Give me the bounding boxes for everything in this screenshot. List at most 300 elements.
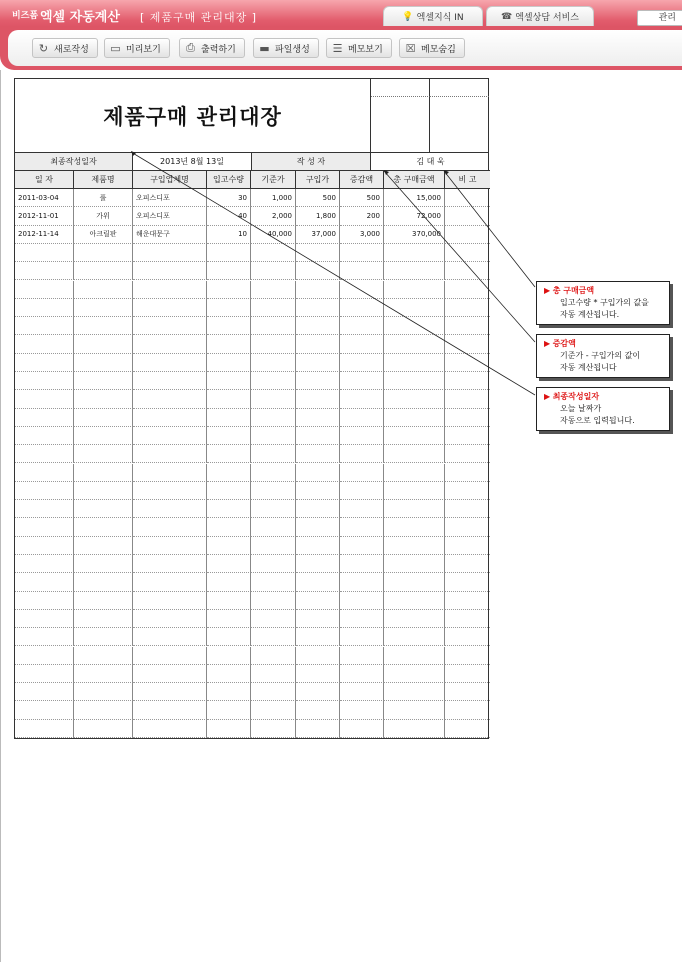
approval-sign-cell[interactable] xyxy=(430,97,489,153)
table-cell[interactable] xyxy=(296,299,340,317)
table-cell[interactable] xyxy=(207,482,251,500)
table-cell[interactable] xyxy=(251,592,296,610)
table-cell[interactable] xyxy=(15,354,74,372)
table-cell[interactable] xyxy=(207,555,251,573)
column-header: 증감액 xyxy=(340,171,384,189)
memo-title: 총 구매금액 xyxy=(552,286,595,295)
table-cell[interactable] xyxy=(445,701,490,719)
table-cell[interactable] xyxy=(445,299,490,317)
table-cell[interactable] xyxy=(340,281,384,299)
table-cell[interactable] xyxy=(133,610,207,628)
table-cell[interactable] xyxy=(340,592,384,610)
table-cell[interactable] xyxy=(445,500,490,518)
table-cell[interactable] xyxy=(74,573,133,591)
table-cell[interactable] xyxy=(207,262,251,280)
table-cell[interactable] xyxy=(15,647,74,665)
table-cell[interactable]: 2,000 xyxy=(251,207,296,225)
table-cell[interactable] xyxy=(384,262,445,280)
table-cell[interactable] xyxy=(445,244,490,262)
table-cell[interactable] xyxy=(445,628,490,646)
table-cell[interactable]: 40 xyxy=(207,207,251,225)
table-cell[interactable] xyxy=(296,701,340,719)
table-cell[interactable] xyxy=(296,592,340,610)
table-cell[interactable] xyxy=(384,281,445,299)
create-file-button[interactable] xyxy=(253,38,319,58)
table-cell[interactable] xyxy=(340,537,384,555)
table-cell[interactable] xyxy=(296,390,340,408)
table-cell[interactable] xyxy=(74,610,133,628)
table-cell[interactable] xyxy=(445,537,490,555)
table-cell[interactable] xyxy=(74,464,133,482)
table-cell[interactable]: 40,000 xyxy=(251,226,296,244)
table-cell[interactable] xyxy=(74,317,133,335)
memo-line: 자동 계산됩니다 xyxy=(560,363,617,372)
table-cell[interactable] xyxy=(15,592,74,610)
table-cell[interactable] xyxy=(445,390,490,408)
search-input[interactable]: 관리 xyxy=(637,10,682,26)
table-cell[interactable] xyxy=(207,464,251,482)
table-cell[interactable] xyxy=(384,482,445,500)
table-cell[interactable] xyxy=(384,299,445,317)
table-cell[interactable] xyxy=(74,390,133,408)
last-date-value[interactable]: 2013년 8월 13일 xyxy=(133,153,252,171)
table-cell[interactable] xyxy=(74,665,133,683)
table-cell[interactable] xyxy=(15,482,74,500)
table-cell[interactable] xyxy=(445,262,490,280)
table-cell[interactable] xyxy=(15,665,74,683)
table-cell[interactable] xyxy=(133,244,207,262)
table-cell[interactable]: 500 xyxy=(296,189,340,207)
table-cell[interactable] xyxy=(207,281,251,299)
table-cell[interactable] xyxy=(133,592,207,610)
new-sheet-button[interactable] xyxy=(32,38,98,58)
table-cell[interactable] xyxy=(340,573,384,591)
table-cell[interactable] xyxy=(340,720,384,738)
table-cell[interactable] xyxy=(296,335,340,353)
table-cell[interactable] xyxy=(445,317,490,335)
table-cell[interactable] xyxy=(445,573,490,591)
author-value[interactable]: 김 대 욱 xyxy=(371,153,490,171)
table-cell[interactable] xyxy=(251,647,296,665)
table-cell[interactable] xyxy=(207,244,251,262)
table-cell[interactable] xyxy=(296,244,340,262)
table-cell[interactable] xyxy=(133,317,207,335)
table-cell[interactable] xyxy=(251,628,296,646)
table-cell[interactable] xyxy=(133,409,207,427)
column-header: 기준가 xyxy=(251,171,296,189)
approval-header-cell[interactable] xyxy=(371,79,430,97)
table-cell[interactable] xyxy=(251,464,296,482)
table-cell[interactable] xyxy=(296,427,340,445)
table-cell[interactable]: 풀 xyxy=(74,189,133,207)
table-cell[interactable] xyxy=(340,354,384,372)
table-cell[interactable] xyxy=(251,537,296,555)
table-cell[interactable] xyxy=(133,573,207,591)
button-label: 미리보기 xyxy=(126,44,161,55)
table-cell[interactable] xyxy=(445,592,490,610)
table-cell[interactable] xyxy=(251,335,296,353)
table-cell[interactable] xyxy=(207,592,251,610)
table-cell[interactable] xyxy=(296,628,340,646)
table-cell[interactable] xyxy=(133,647,207,665)
table-cell[interactable] xyxy=(445,207,490,225)
table-cell[interactable] xyxy=(384,628,445,646)
table-cell[interactable] xyxy=(340,665,384,683)
table-cell[interactable] xyxy=(133,482,207,500)
table-cell[interactable] xyxy=(445,665,490,683)
table-cell[interactable] xyxy=(251,427,296,445)
table-cell[interactable] xyxy=(384,409,445,427)
approval-header-cell[interactable] xyxy=(430,79,489,97)
table-cell[interactable]: 2011-03-04 xyxy=(15,189,74,207)
table-cell[interactable] xyxy=(445,464,490,482)
table-cell[interactable]: 오피스디포 xyxy=(133,189,207,207)
table-cell[interactable] xyxy=(445,335,490,353)
table-cell[interactable] xyxy=(133,354,207,372)
table-cell[interactable] xyxy=(74,555,133,573)
table-cell[interactable] xyxy=(340,335,384,353)
column-header: 구입업체명 xyxy=(133,171,207,189)
table-cell[interactable] xyxy=(296,647,340,665)
table-cell[interactable] xyxy=(296,537,340,555)
table-cell[interactable] xyxy=(251,683,296,701)
table-cell[interactable] xyxy=(340,317,384,335)
table-cell[interactable]: 3,000 xyxy=(340,226,384,244)
table-cell[interactable] xyxy=(207,317,251,335)
table-cell[interactable] xyxy=(296,720,340,738)
show-memo-button[interactable] xyxy=(326,38,392,58)
table-cell[interactable] xyxy=(340,610,384,628)
table-cell[interactable]: 10 xyxy=(207,226,251,244)
table-cell[interactable] xyxy=(296,573,340,591)
table-cell[interactable] xyxy=(15,720,74,738)
refresh-icon: ↻ xyxy=(38,41,49,55)
table-cell[interactable] xyxy=(74,720,133,738)
table-cell[interactable] xyxy=(340,390,384,408)
table-cell[interactable] xyxy=(15,281,74,299)
table-cell[interactable]: 해운대문구 xyxy=(133,226,207,244)
table-cell[interactable] xyxy=(133,372,207,390)
tab-excel-consulting[interactable] xyxy=(486,6,594,26)
table-cell[interactable] xyxy=(340,409,384,427)
table-cell[interactable] xyxy=(74,372,133,390)
table-cell[interactable] xyxy=(74,445,133,463)
table-cell[interactable] xyxy=(384,573,445,591)
table-cell[interactable] xyxy=(296,683,340,701)
table-cell[interactable] xyxy=(296,354,340,372)
table-cell[interactable] xyxy=(74,354,133,372)
table-cell[interactable] xyxy=(340,500,384,518)
table-cell[interactable] xyxy=(15,628,74,646)
table-cell[interactable] xyxy=(340,372,384,390)
table-cell[interactable] xyxy=(207,390,251,408)
table-cell[interactable] xyxy=(384,610,445,628)
table-cell[interactable] xyxy=(207,573,251,591)
table-cell[interactable] xyxy=(296,262,340,280)
table-cell[interactable]: 가위 xyxy=(74,207,133,225)
table-cell[interactable] xyxy=(15,701,74,719)
table-cell[interactable] xyxy=(445,226,490,244)
table-cell[interactable] xyxy=(133,500,207,518)
table-cell[interactable] xyxy=(384,354,445,372)
table-cell[interactable] xyxy=(384,518,445,536)
table-cell[interactable] xyxy=(340,628,384,646)
table-cell[interactable] xyxy=(445,409,490,427)
table-cell[interactable] xyxy=(74,628,133,646)
table-cell[interactable] xyxy=(15,464,74,482)
table-cell[interactable] xyxy=(74,427,133,445)
table-cell[interactable] xyxy=(133,335,207,353)
table-cell[interactable] xyxy=(74,592,133,610)
table-cell[interactable] xyxy=(445,683,490,701)
table-cell[interactable] xyxy=(207,299,251,317)
triangle-right-icon: ▶ xyxy=(544,339,551,348)
table-cell[interactable] xyxy=(251,610,296,628)
table-cell[interactable] xyxy=(340,427,384,445)
table-cell[interactable] xyxy=(207,500,251,518)
table-cell[interactable]: 2012-11-14 xyxy=(15,226,74,244)
table-cell[interactable] xyxy=(384,720,445,738)
table-cell[interactable] xyxy=(15,573,74,591)
table-cell[interactable] xyxy=(207,335,251,353)
table-cell[interactable] xyxy=(340,683,384,701)
tab-excel-knowledge[interactable] xyxy=(383,6,483,26)
table-cell[interactable] xyxy=(445,372,490,390)
table-cell[interactable] xyxy=(445,518,490,536)
table-cell[interactable] xyxy=(251,244,296,262)
table-cell[interactable] xyxy=(74,537,133,555)
table-cell[interactable] xyxy=(296,464,340,482)
table-cell[interactable] xyxy=(340,445,384,463)
table-cell[interactable] xyxy=(133,427,207,445)
table-cell[interactable] xyxy=(251,555,296,573)
table-cell[interactable] xyxy=(74,409,133,427)
table-cell[interactable] xyxy=(384,500,445,518)
table-cell[interactable] xyxy=(133,299,207,317)
sheet-title: 제품구매 관리대장 xyxy=(15,79,371,153)
table-cell[interactable] xyxy=(296,372,340,390)
table-cell[interactable] xyxy=(15,372,74,390)
table-cell[interactable] xyxy=(15,299,74,317)
table-cell[interactable] xyxy=(445,647,490,665)
table-cell[interactable] xyxy=(133,683,207,701)
table-cell[interactable] xyxy=(133,537,207,555)
spreadsheet xyxy=(14,78,489,739)
approval-sign-cell[interactable] xyxy=(371,97,430,153)
table-cell[interactable] xyxy=(207,701,251,719)
table-cell[interactable] xyxy=(74,500,133,518)
table-cell[interactable] xyxy=(15,518,74,536)
table-cell[interactable] xyxy=(384,537,445,555)
table-cell[interactable] xyxy=(207,409,251,427)
table-cell[interactable] xyxy=(340,518,384,536)
table-cell[interactable] xyxy=(207,665,251,683)
table-cell[interactable] xyxy=(133,555,207,573)
table-cell[interactable] xyxy=(340,555,384,573)
table-cell[interactable]: 1,000 xyxy=(251,189,296,207)
table-cell[interactable] xyxy=(74,281,133,299)
table-cell[interactable] xyxy=(384,244,445,262)
table-cell[interactable] xyxy=(15,500,74,518)
preview-button[interactable] xyxy=(104,38,170,58)
table-cell[interactable] xyxy=(15,683,74,701)
table-cell[interactable]: 오피스디포 xyxy=(133,207,207,225)
table-cell[interactable] xyxy=(207,628,251,646)
table-cell[interactable] xyxy=(340,244,384,262)
table-cell[interactable] xyxy=(133,390,207,408)
table-cell[interactable] xyxy=(251,409,296,427)
table-cell[interactable] xyxy=(340,262,384,280)
table-cell[interactable] xyxy=(445,189,490,207)
table-cell[interactable] xyxy=(251,281,296,299)
table-cell[interactable] xyxy=(296,409,340,427)
print-button[interactable] xyxy=(179,38,245,58)
table-cell[interactable] xyxy=(445,720,490,738)
table-cell[interactable] xyxy=(74,482,133,500)
table-cell[interactable] xyxy=(384,372,445,390)
table-cell[interactable] xyxy=(74,299,133,317)
table-cell[interactable] xyxy=(74,335,133,353)
table-cell[interactable] xyxy=(15,445,74,463)
table-cell[interactable] xyxy=(15,610,74,628)
table-cell[interactable]: 200 xyxy=(340,207,384,225)
table-cell[interactable] xyxy=(74,262,133,280)
table-cell[interactable] xyxy=(340,482,384,500)
table-cell[interactable] xyxy=(340,299,384,317)
table-cell[interactable] xyxy=(133,628,207,646)
table-cell[interactable] xyxy=(384,683,445,701)
table-cell[interactable] xyxy=(207,683,251,701)
table-cell[interactable] xyxy=(15,244,74,262)
column-header: 총 구매금액 xyxy=(384,171,445,189)
table-cell[interactable] xyxy=(296,281,340,299)
table-cell[interactable] xyxy=(251,445,296,463)
table-cell[interactable]: 72,000 xyxy=(384,207,445,225)
table-cell[interactable] xyxy=(207,537,251,555)
table-cell[interactable] xyxy=(384,701,445,719)
table-cell[interactable] xyxy=(445,610,490,628)
table-cell[interactable] xyxy=(251,390,296,408)
table-cell[interactable] xyxy=(296,555,340,573)
table-cell[interactable] xyxy=(15,427,74,445)
table-cell[interactable] xyxy=(74,701,133,719)
table-cell[interactable] xyxy=(445,445,490,463)
table-cell[interactable] xyxy=(296,518,340,536)
table-cell[interactable] xyxy=(133,701,207,719)
table-cell[interactable] xyxy=(384,464,445,482)
table-cell[interactable] xyxy=(133,445,207,463)
table-cell[interactable] xyxy=(74,647,133,665)
table-cell[interactable] xyxy=(296,500,340,518)
table-cell[interactable] xyxy=(207,427,251,445)
table-cell[interactable] xyxy=(296,317,340,335)
table-cell[interactable] xyxy=(15,317,74,335)
table-cell[interactable] xyxy=(251,482,296,500)
table-cell[interactable]: 1,800 xyxy=(296,207,340,225)
table-cell[interactable] xyxy=(296,610,340,628)
table-cell[interactable] xyxy=(15,262,74,280)
table-cell[interactable] xyxy=(384,647,445,665)
table-cell[interactable] xyxy=(296,482,340,500)
table-cell[interactable] xyxy=(207,354,251,372)
table-cell[interactable] xyxy=(251,573,296,591)
memo-total-amount xyxy=(536,281,670,325)
table-cell[interactable] xyxy=(384,555,445,573)
memo-close-icon: ☒ xyxy=(405,41,416,55)
table-cell[interactable] xyxy=(133,518,207,536)
table-cell[interactable] xyxy=(251,500,296,518)
table-cell[interactable] xyxy=(445,427,490,445)
table-cell[interactable] xyxy=(384,445,445,463)
table-cell[interactable] xyxy=(384,427,445,445)
table-cell[interactable]: 15,000 xyxy=(384,189,445,207)
table-cell[interactable] xyxy=(207,647,251,665)
table-cell[interactable] xyxy=(384,390,445,408)
table-cell[interactable] xyxy=(251,665,296,683)
table-cell[interactable]: 30 xyxy=(207,189,251,207)
table-cell[interactable] xyxy=(15,409,74,427)
table-cell[interactable] xyxy=(296,445,340,463)
table-cell[interactable] xyxy=(384,317,445,335)
table-cell[interactable] xyxy=(251,317,296,335)
hide-memo-button[interactable] xyxy=(399,38,465,58)
table-cell[interactable] xyxy=(74,683,133,701)
table-cell[interactable]: 37,000 xyxy=(296,226,340,244)
table-cell[interactable] xyxy=(384,665,445,683)
table-cell[interactable] xyxy=(133,262,207,280)
table-cell[interactable] xyxy=(445,555,490,573)
table-cell[interactable] xyxy=(384,592,445,610)
table-cell[interactable] xyxy=(15,537,74,555)
table-cell[interactable] xyxy=(15,335,74,353)
table-cell[interactable] xyxy=(15,390,74,408)
folder-icon: ▬ xyxy=(259,41,270,55)
table-cell[interactable]: 2012-11-01 xyxy=(15,207,74,225)
table-cell[interactable] xyxy=(15,555,74,573)
table-cell[interactable] xyxy=(251,299,296,317)
table-cell[interactable]: 아크릴판 xyxy=(74,226,133,244)
table-cell[interactable] xyxy=(133,281,207,299)
table-cell[interactable] xyxy=(251,518,296,536)
table-cell[interactable] xyxy=(133,464,207,482)
table-cell[interactable]: 370,000 xyxy=(384,226,445,244)
table-cell[interactable] xyxy=(207,720,251,738)
table-cell[interactable] xyxy=(207,445,251,463)
table-cell[interactable] xyxy=(74,518,133,536)
table-cell[interactable] xyxy=(251,262,296,280)
table-cell[interactable] xyxy=(340,464,384,482)
table-cell[interactable] xyxy=(74,244,133,262)
table-cell[interactable] xyxy=(133,665,207,683)
table-cell[interactable] xyxy=(207,610,251,628)
table-cell[interactable] xyxy=(296,665,340,683)
table-cell[interactable] xyxy=(384,335,445,353)
table-cell[interactable] xyxy=(445,482,490,500)
table-cell[interactable] xyxy=(251,720,296,738)
table-cell[interactable] xyxy=(207,372,251,390)
table-cell[interactable] xyxy=(445,354,490,372)
table-cell[interactable] xyxy=(207,518,251,536)
table-cell[interactable]: 500 xyxy=(340,189,384,207)
table-cell[interactable] xyxy=(340,701,384,719)
table-cell[interactable] xyxy=(340,647,384,665)
table-cell[interactable] xyxy=(251,354,296,372)
table-cell[interactable] xyxy=(251,372,296,390)
memo-line: 입고수량 * 구입가의 값을 xyxy=(560,298,649,307)
table-cell[interactable] xyxy=(445,281,490,299)
table-cell[interactable] xyxy=(251,701,296,719)
table-cell[interactable] xyxy=(133,720,207,738)
